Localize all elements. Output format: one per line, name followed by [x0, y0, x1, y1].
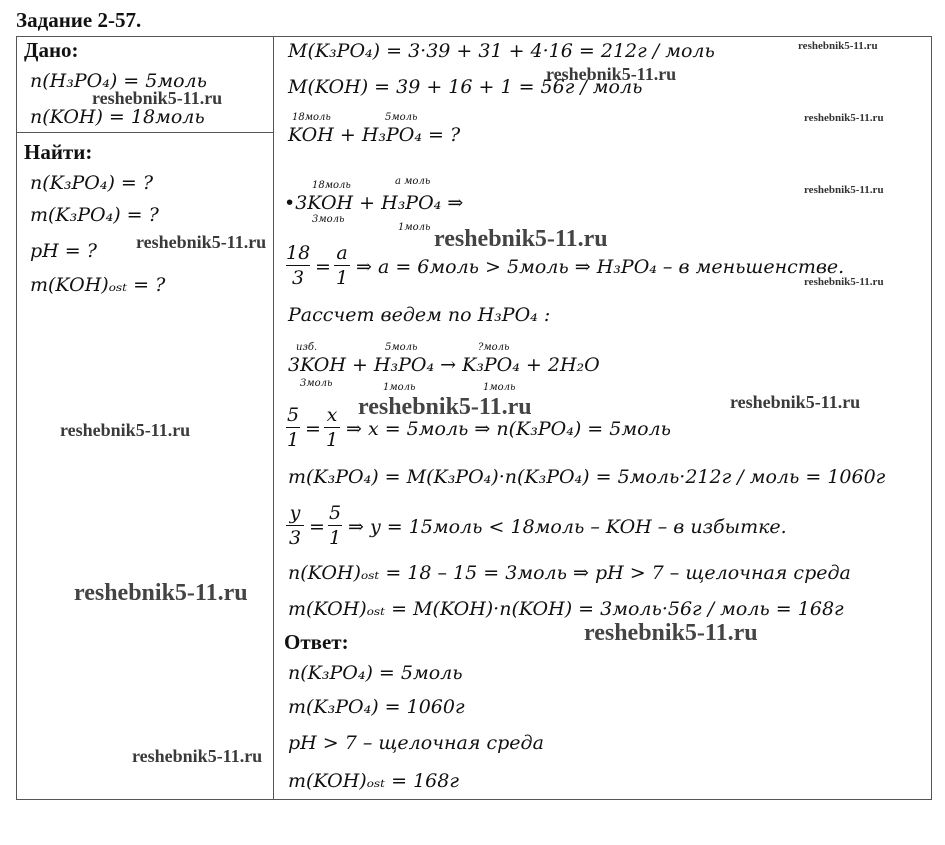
- ratio-3-result: ⇒ y = 15моль < 18моль – KOH – в избытке.: [348, 516, 787, 538]
- fraction-18-3: [286, 242, 310, 289]
- fraction-numerator: 5: [286, 404, 300, 426]
- eq3-label-h3po4: 5моль: [385, 342, 418, 353]
- fraction-bar: [328, 525, 342, 526]
- excess-koh-mass: m(KOH)ₒₛₜ = M(KOH)·n(KOH) = 3моль·56г / моль = 168г: [288, 598, 844, 620]
- eq2-coef-h3po4: 1моль: [398, 222, 431, 233]
- equation-2: •3KOH + H₃PO₄ ⇒: [284, 192, 464, 214]
- equation-3: 3KOH + H₃PO₄ → K₃PO₄ + 2H₂O: [288, 354, 600, 376]
- equals-sign: =: [309, 516, 325, 538]
- eq2-label-koh: 18моль: [312, 180, 351, 191]
- find-line-4: m(KOH)ₒₛₜ = ?: [30, 274, 166, 296]
- equals-sign: =: [315, 256, 331, 278]
- fraction-bar: [286, 265, 310, 266]
- fraction-numerator: y: [289, 502, 301, 524]
- molar-mass-k3po4: M(K₃PO₄) = 3·39 + 31 + 4·16 = 212г / моль: [288, 40, 715, 62]
- fraction-bar: [286, 525, 304, 526]
- answer-line-2: m(K₃PO₄) = 1060г: [288, 696, 465, 718]
- row-divider: [16, 132, 274, 133]
- fraction-denominator: 1: [286, 429, 300, 451]
- equation-1: KOH + H₃PO₄ = ?: [288, 124, 461, 146]
- eq2-coef-koh: 3моль: [312, 214, 345, 225]
- calculation-note: Рассчет ведем по H₃PO₄ :: [288, 304, 551, 326]
- watermark: reshebnik5-11.ru: [92, 88, 223, 108]
- watermark: reshebnik5-11.ru: [584, 620, 758, 646]
- fraction-numerator: 18: [286, 242, 311, 264]
- watermark: reshebnik5-11.ru: [804, 276, 884, 288]
- answer-heading: Ответ:: [284, 630, 349, 654]
- eq3-label-k3po4: ?моль: [478, 342, 510, 353]
- fraction-5-1-b: [328, 502, 342, 549]
- find-heading: Найти:: [24, 140, 93, 164]
- fraction-bar: [334, 265, 350, 266]
- answer-line-4: m(KOH)ₒₛₜ = 168г: [288, 770, 459, 792]
- task-title: Задание 2-57.: [16, 8, 142, 32]
- watermark: reshebnik5-11.ru: [358, 394, 532, 420]
- fraction-a-1: [334, 242, 350, 289]
- answer-line-3: pH > 7 – щелочная среда: [288, 732, 544, 754]
- find-line-2: m(K₃PO₄) = ?: [30, 204, 159, 226]
- fraction-bar: [286, 427, 300, 428]
- watermark: reshebnik5-11.ru: [730, 392, 861, 412]
- given-heading: Дано:: [24, 38, 79, 62]
- column-divider: [273, 36, 274, 800]
- fraction-5-1: [286, 404, 300, 451]
- molar-mass-koh: M(KOH) = 39 + 16 + 1 = 56г / моль: [288, 76, 643, 98]
- fraction-numerator: 5: [328, 502, 342, 524]
- watermark: reshebnik5-11.ru: [60, 420, 191, 440]
- mass-k3po4-calculation: m(K₃PO₄) = M(K₃PO₄)·n(K₃PO₄) = 5моль·212г / моль = 1060г: [288, 466, 886, 488]
- find-line-1: n(K₃PO₄) = ?: [30, 172, 154, 194]
- fraction-numerator: x: [326, 404, 338, 426]
- eq2-label-h3po4: a моль: [395, 176, 431, 187]
- eq3-coef-h3po4: 1моль: [383, 382, 416, 393]
- fraction-denominator: 1: [325, 429, 339, 451]
- fraction-numerator: a: [336, 242, 348, 264]
- watermark: reshebnik5-11.ru: [804, 184, 884, 196]
- fraction-bar: [324, 427, 340, 428]
- watermark: reshebnik5-11.ru: [136, 232, 267, 252]
- watermark: reshebnik5-11.ru: [434, 226, 608, 252]
- eq1-label-koh: 18моль: [292, 112, 331, 123]
- fraction-denominator: 1: [335, 267, 349, 289]
- find-line-3: pH = ?: [30, 240, 97, 262]
- fraction-denominator: 3: [291, 267, 305, 289]
- equals-sign: =: [305, 418, 321, 440]
- watermark: reshebnik5-11.ru: [74, 580, 248, 606]
- fraction-denominator: 3: [288, 527, 302, 549]
- excess-koh-amount: n(KOH)ₒₛₜ = 18 – 15 = 3моль ⇒ pH > 7 – щелочная среда: [288, 562, 851, 584]
- eq3-label-koh: изб.: [296, 342, 318, 353]
- fraction-x-1: [324, 404, 340, 451]
- watermark: reshebnik5-11.ru: [804, 112, 884, 124]
- ratio-2-result: ⇒ x = 5моль ⇒ n(K₃PO₄) = 5моль: [346, 418, 671, 440]
- watermark: reshebnik5-11.ru: [546, 64, 677, 84]
- watermark: reshebnik5-11.ru: [798, 40, 878, 52]
- given-line-1: n(H₃PO₄) = 5моль: [30, 70, 207, 92]
- answer-line-1: n(K₃PO₄) = 5моль: [288, 662, 463, 684]
- eq1-label-h3po4: 5моль: [385, 112, 418, 123]
- ratio-1-result: ⇒ a = 6моль > 5моль ⇒ H₃PO₄ – в меньшенстве.: [356, 256, 845, 278]
- eq3-coef-koh: 3моль: [300, 378, 333, 389]
- given-line-2: n(KOH) = 18моль: [30, 106, 205, 128]
- fraction-denominator: 1: [328, 527, 342, 549]
- eq3-coef-k3po4: 1моль: [483, 382, 516, 393]
- fraction-y-3: [286, 502, 304, 549]
- watermark: reshebnik5-11.ru: [132, 746, 263, 766]
